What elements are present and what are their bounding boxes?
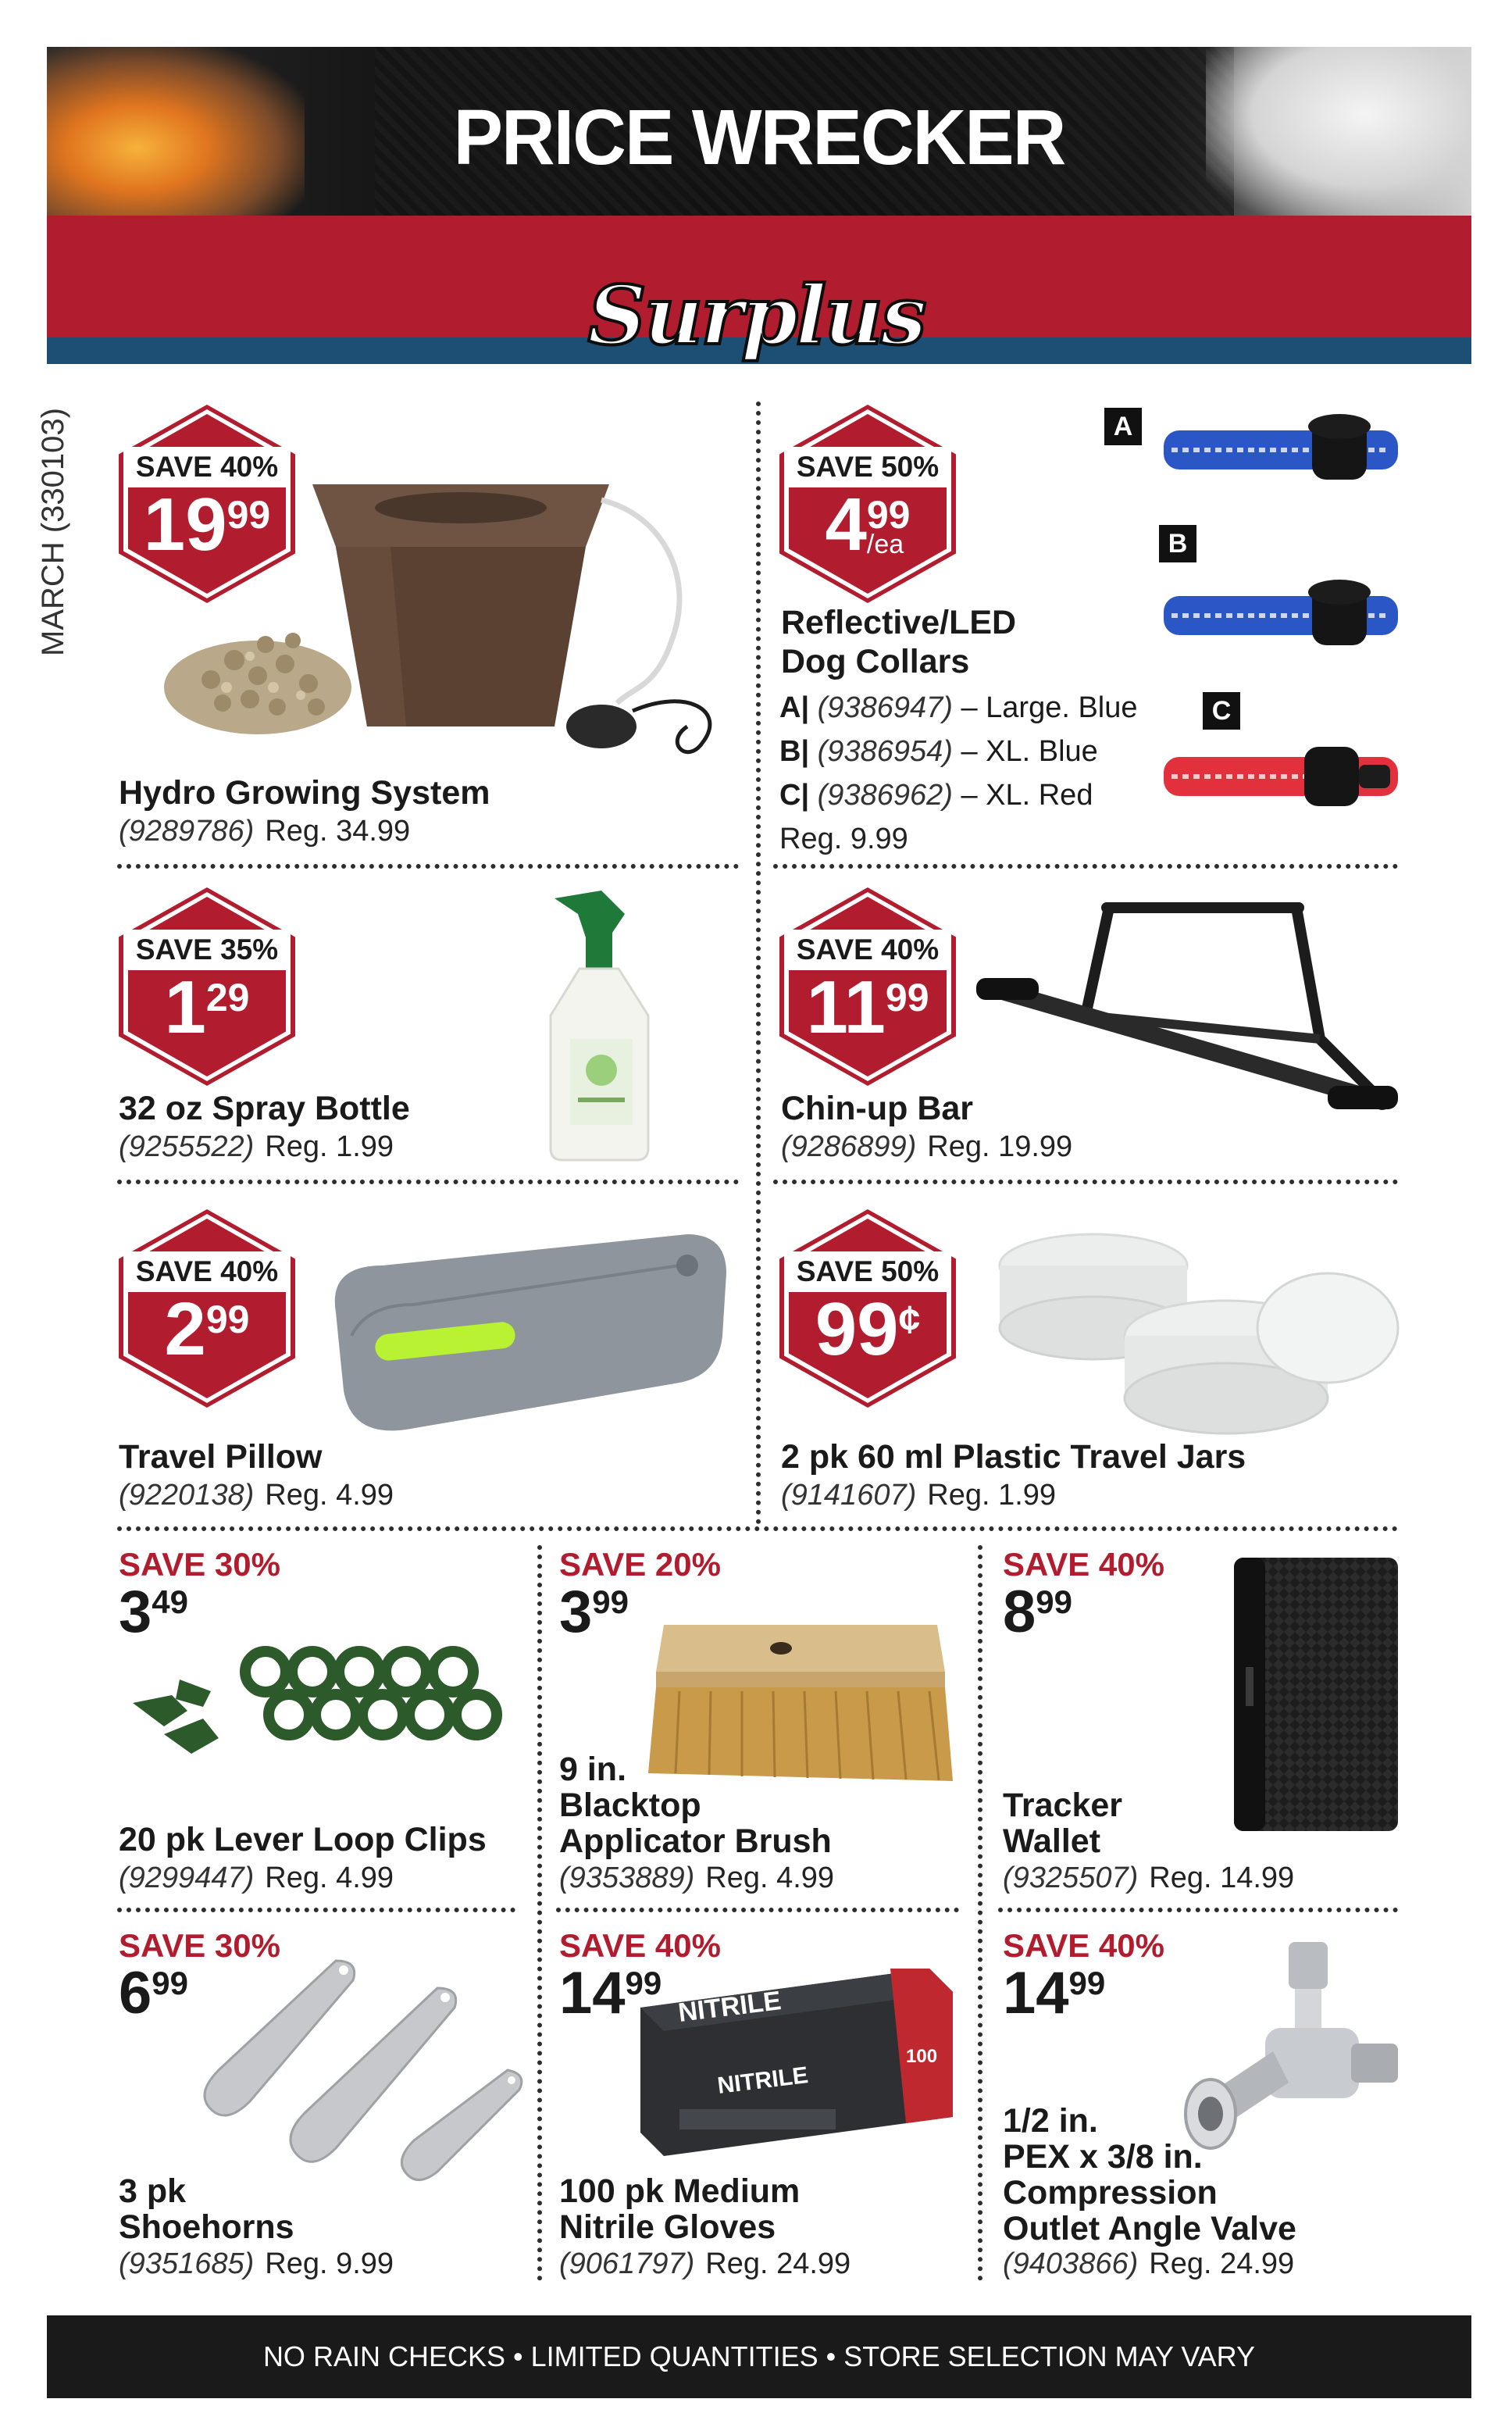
product-name-line1: 3 pk <box>119 2172 187 2210</box>
nitrile-gloves-image <box>633 1961 961 2164</box>
sale-price: 1499 <box>559 1960 662 2026</box>
product-sku-reg: (9141607) Reg. 1.99 <box>781 1479 1057 1512</box>
box-count: 100 <box>906 2046 938 2067</box>
sale-price: 1499 <box>1003 1960 1106 2026</box>
product-sku-reg: (9061797) Reg. 24.99 <box>559 2247 851 2280</box>
collar-tag-c: C <box>1203 692 1240 730</box>
save-label: SAVE 35% <box>123 930 291 970</box>
chin-up-bar-image <box>968 891 1406 1125</box>
sale-price: 349 <box>119 1579 188 1645</box>
product-name-line1: 1/2 in. <box>1003 2102 1098 2140</box>
price-badge-jars <box>779 1209 956 1408</box>
gravel-pile <box>164 633 351 734</box>
product-name-line1: 100 pk Medium <box>559 2172 801 2210</box>
sale-price: 4 99 /ea <box>825 483 911 566</box>
sale-price: 299 <box>164 1287 250 1371</box>
price-badge-spray <box>119 887 295 1086</box>
sale-price: 99¢ <box>815 1287 921 1371</box>
sale-price: 399 <box>559 1579 629 1645</box>
air-pump <box>566 701 710 752</box>
sale-price: 1999 <box>143 483 271 566</box>
travel-pillow-image <box>320 1219 734 1445</box>
product-reg: Reg. 9.99 <box>779 823 908 855</box>
collar-variant-a: A| (9386947) – Large. Blue <box>779 691 1138 724</box>
product-name-line1: Reflective/LED <box>781 604 1017 641</box>
divider-row4-b <box>556 1908 959 1912</box>
save-label: SAVE 40% <box>784 930 951 970</box>
small-divider-right <box>978 1545 982 2281</box>
footer-disclaimer: NO RAIN CHECKS • LIMITED QUANTITIES • STORE SELECTION MAY VARY <box>47 2315 1471 2398</box>
divider-row4-c <box>998 1908 1398 1912</box>
save-label: SAVE 30% <box>119 1546 280 1583</box>
sale-price: 699 <box>119 1960 188 2026</box>
lever-loop-clips-image <box>117 1625 523 1765</box>
surplus-logo: Surplus <box>587 267 925 363</box>
product-sku-reg: (9353889) Reg. 4.99 <box>559 1862 835 1894</box>
product-name-line3: Applicator Brush <box>559 1822 832 1860</box>
small-divider-left <box>537 1545 542 2281</box>
travel-jars-image <box>984 1219 1406 1437</box>
planter-bucket <box>312 484 609 726</box>
product-name: Travel Pillow <box>119 1438 323 1476</box>
collar-b-image <box>1164 569 1406 662</box>
collar-c-image <box>1164 730 1406 823</box>
product-name: 32 oz Spray Bottle <box>119 1090 410 1127</box>
product-sku-reg: (9255522) Reg. 1.99 <box>119 1130 394 1163</box>
product-sku-reg: (9325507) Reg. 14.99 <box>1003 1862 1295 1894</box>
product-name-line2: Nitrile Gloves <box>559 2208 776 2246</box>
collar-tag-a: A <box>1104 408 1142 445</box>
product-name-line1: 9 in. <box>559 1751 627 1788</box>
product-name-line2: PEX x 3/8 in. <box>1003 2138 1203 2176</box>
save-label: SAVE 30% <box>119 1927 280 1964</box>
product-sku-reg: (9286899) Reg. 19.99 <box>781 1130 1073 1163</box>
price-badge-collars <box>779 405 956 603</box>
product-name-line3: Compression <box>1003 2174 1218 2211</box>
blacktop-brush-image <box>633 1617 961 1789</box>
angle-valve-image <box>1171 1934 1406 2161</box>
save-label: SAVE 50% <box>784 447 951 487</box>
collar-variant-b: B| (9386954) – XL. Blue <box>779 735 1098 768</box>
divider-row1-left <box>117 864 739 869</box>
product-sku-reg: (9220138) Reg. 4.99 <box>119 1479 394 1512</box>
center-divider <box>756 402 761 1525</box>
hydro-growing-system-image <box>156 453 750 781</box>
save-label: SAVE 40% <box>123 447 291 487</box>
product-name-line2: Wallet <box>1003 1822 1101 1860</box>
product-name-line4: Outlet Angle Valve <box>1003 2210 1296 2247</box>
collar-tag-b: B <box>1159 525 1196 562</box>
divider-row3 <box>117 1526 1398 1531</box>
product-name-line2: Dog Collars <box>781 643 970 680</box>
divider-row1-right <box>773 864 1398 869</box>
divider-row2-right <box>773 1180 1398 1184</box>
product-sku-reg: (9299447) Reg. 4.99 <box>119 1862 394 1894</box>
sale-price: 899 <box>1003 1579 1072 1645</box>
box-label-top: NITRILE <box>676 1986 783 2028</box>
collar-a-image <box>1164 403 1406 497</box>
divider-row4-a <box>117 1908 515 1912</box>
product-sku-reg: (9289786) Reg. 34.99 <box>119 815 411 848</box>
product-name-line2: Shoehorns <box>119 2208 294 2246</box>
page-title: PRICE WRECKER <box>453 94 1065 181</box>
divider-row2-left <box>117 1180 739 1184</box>
collar-variant-c: C| (9386962) – XL. Red <box>779 779 1093 812</box>
save-label: SAVE 40% <box>1003 1546 1164 1583</box>
save-label: SAVE 20% <box>559 1546 721 1583</box>
product-name-line1: Tracker <box>1003 1787 1123 1824</box>
product-name-line2: Blacktop <box>559 1787 701 1824</box>
sale-price: 1199 <box>806 966 929 1049</box>
product-sku-reg: (9351685) Reg. 9.99 <box>119 2247 394 2280</box>
save-label: SAVE 40% <box>1003 1927 1164 1964</box>
sale-price: 129 <box>164 966 250 1049</box>
product-sku-reg: (9403866) Reg. 24.99 <box>1003 2247 1295 2280</box>
product-name: 2 pk 60 ml Plastic Travel Jars <box>781 1438 1246 1476</box>
product-name: Hydro Growing System <box>119 774 490 812</box>
price-badge-pillow <box>119 1209 295 1408</box>
price-badge-chinup <box>779 887 956 1086</box>
spray-bottle-image <box>531 883 687 1164</box>
shoehorns-image <box>180 1953 523 2187</box>
header-banner <box>47 47 1471 216</box>
save-label: SAVE 40% <box>559 1927 721 1964</box>
tracker-wallet-image <box>1218 1550 1406 1839</box>
save-label: SAVE 40% <box>123 1251 291 1292</box>
save-label: SAVE 50% <box>784 1251 951 1292</box>
box-label-front: NITRILE <box>715 2062 810 2099</box>
product-name: Chin-up Bar <box>781 1090 974 1127</box>
product-name: 20 pk Lever Loop Clips <box>119 1821 487 1858</box>
flyer-code: MARCH (330103) <box>36 408 70 656</box>
